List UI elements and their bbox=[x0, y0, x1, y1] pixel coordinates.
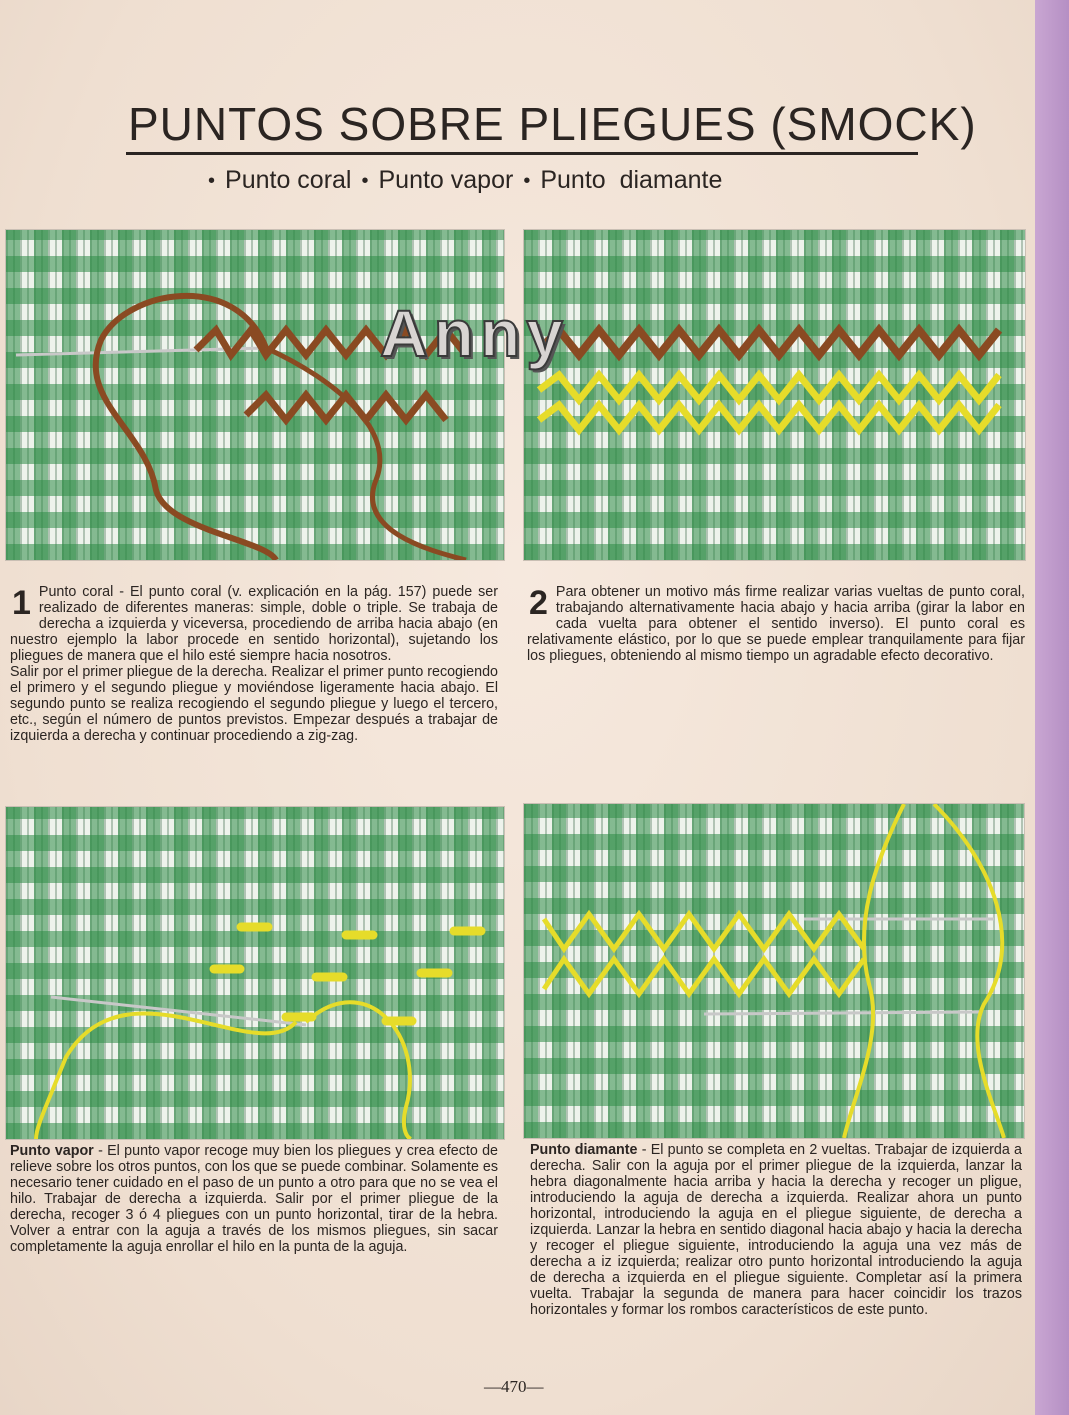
bullet: • bbox=[361, 170, 369, 192]
caption-text bbox=[10, 1143, 498, 1255]
photo-punto-coral-rows bbox=[523, 229, 1026, 561]
caption-text: Para obtener un motivo más firme realizar varias vueltas de punto coral, trabajando alternativamente hacia abajo y hacia arriba (girar la labor en cada vuelta para obtener el sentido inverso). El punto coral es relativamente elástico, por lo que se puede emplear tranquilamente para fijar los pliegues, obteniendo al mismo tiempo un agradable efecto decorativo. bbox=[527, 584, 1025, 664]
subtitle bbox=[208, 166, 722, 196]
caption-punto-coral-rows bbox=[527, 584, 1025, 664]
subtitle-item: Punto vapor bbox=[378, 166, 514, 194]
caption-body: - El punto vapor recoge muy bien los pliegues y crea efecto de relieve sobre los otros puntos, con los que se puede combinar. Solamente es necesario tener cuidado en el paso de un punto a otro para que no se vea el hilo. Trabajar de derecha a izquierda. Salir por el primer pliegue de la derecha, recoger 3 ó 4 pliegues con un punto horizontal, tirar de la hebra. Volver a entrar con la aguja a través de los mismos pliegues, sin sacar completamente la aguja enrollar el hilo en la punta de la aguja. bbox=[10, 1143, 498, 1255]
step-number: 2 bbox=[529, 584, 548, 622]
photo-punto-vapor bbox=[5, 806, 505, 1140]
caption-punto-coral bbox=[10, 584, 498, 744]
caption-lead: Punto vapor bbox=[10, 1143, 94, 1159]
vapor-stitch-illustration bbox=[6, 807, 504, 1139]
caption-text: Punto coral - El punto coral (v. explicación en la pág. 157) puede ser realizado de diferentes maneras: simple, doble o triple. Se trabaja de derecha a izquierda y viceversa, procediendo de arriba hacia abajo (en nuestro ejemplo la labor procede en sentido horizontal), sujetando los pliegues de manera que el hilo esté siempre hacia nosotros. bbox=[10, 584, 498, 664]
caption-lead: Punto diamante bbox=[530, 1142, 638, 1158]
photo-punto-diamante bbox=[523, 803, 1025, 1139]
page-number: —470— bbox=[484, 1377, 544, 1396]
page-title: PUNTOS SOBRE PLIEGUES (SMOCK) bbox=[126, 96, 918, 155]
watermark: Anny bbox=[380, 296, 569, 370]
coral-stitch-illustration bbox=[6, 230, 504, 560]
caption-body: - El punto se completa en 2 vueltas. Trabajar de izquierda a derecha. Salir con la aguja por el primer pliegue de la izquierda, lanzar la hebra diagonalmente hacia arriba y hacia la derecha y recoger un pligue, introduciendo la aguja de derecha a izquierda. Realizar ahora un punto horizontal, introduciendo la aguja en el pliegue siguiente, de derecha a izquierda. Lanzar la hebra en sentido diagonal hacia abajo y hacia la derecha y recoger el pliegue siguiente, introduciendo la aguja una vez más de derecha a iz izquierda; realizar otro punto horizontal introduciendo la aguja de derecha a izquierda en el pliegue siguiente. Completar así la primera vuelta. Trabajar la segunda de manera para hacer coincidir los trazos horizontales y formar los rombos característicos de este punto. bbox=[530, 1142, 1023, 1318]
caption-text bbox=[530, 1142, 1022, 1318]
diamond-stitch-illustration bbox=[524, 804, 1024, 1138]
bullet: • bbox=[523, 170, 531, 192]
subtitle-item: Punto diamante bbox=[540, 166, 723, 194]
bullet: • bbox=[208, 170, 216, 192]
step-number: 1 bbox=[12, 584, 31, 622]
subtitle-item: Punto coral bbox=[225, 166, 352, 194]
caption-punto-diamante bbox=[530, 1142, 1022, 1318]
photo-punto-coral bbox=[5, 229, 505, 561]
caption-punto-vapor bbox=[10, 1143, 498, 1255]
purple-page-edge bbox=[1035, 0, 1069, 1415]
caption-text-2: Salir por el primer pliegue de la derecha. Realizar el primer punto recogiendo el primero y el segundo pliegue y moviéndose ligeramente hacia abajo. El segundo punto se realiza recogiendo el segundo pliegue y luego el tercero, etc., según el número de puntos previstos. Empezar después a trabajar de izquierda a derecha y continuar procediendo a zig-zag. bbox=[10, 664, 498, 744]
coral-rows-illustration bbox=[524, 230, 1025, 560]
